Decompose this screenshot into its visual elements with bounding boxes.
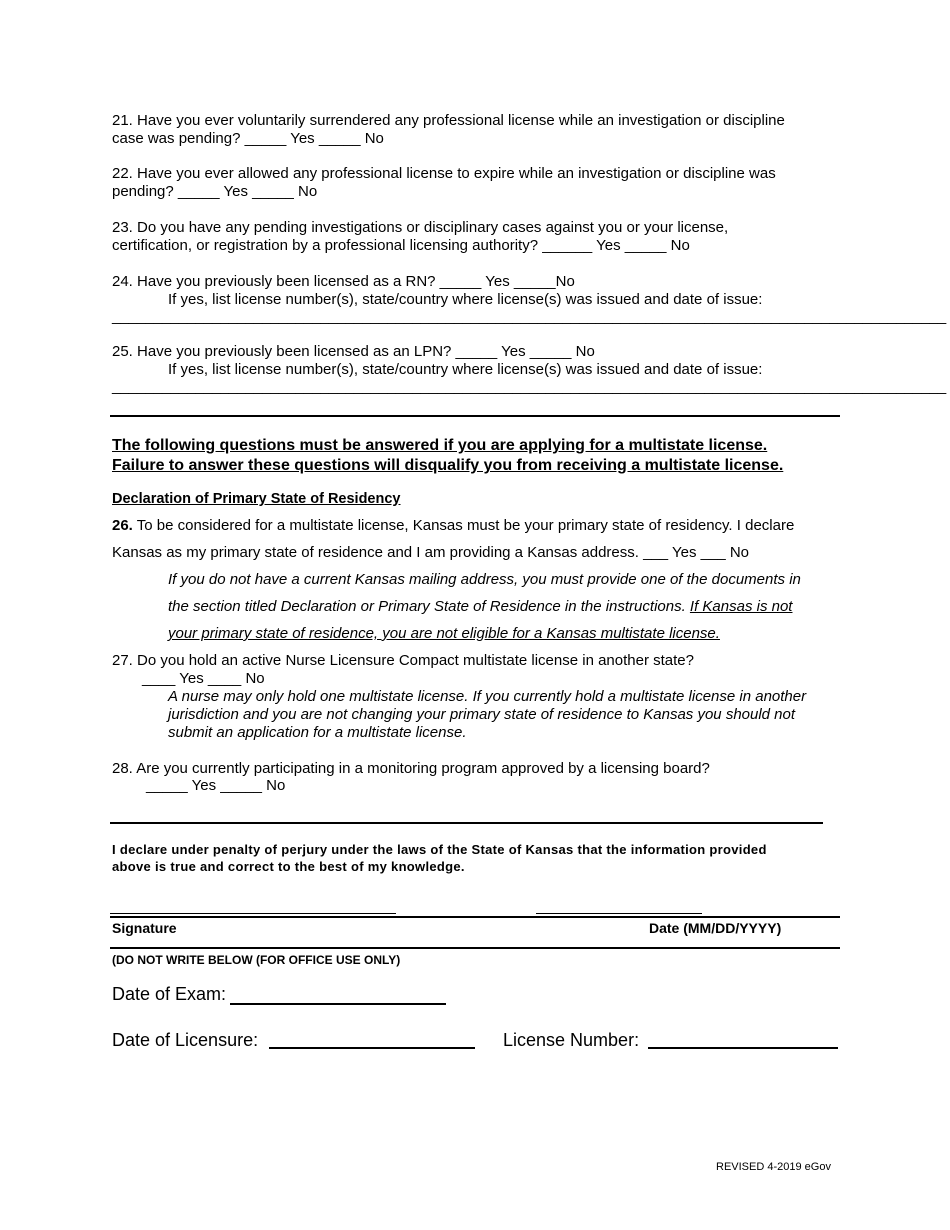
signature-label: Signature	[112, 920, 177, 936]
question-28-line1: 28. Are you currently participating in a monitoring program approved by a licensing board?	[112, 760, 710, 777]
question-24-line1: 24. Have you previously been licensed as a RN? _____ Yes _____No	[112, 273, 575, 290]
question-22	[112, 165, 776, 201]
question-25-answer-line[interactable]: ____________________________________________________________________________________________________	[112, 378, 947, 395]
license-number-label: License Number:	[503, 1030, 640, 1050]
multistate-heading-2: Failure to answer these questions will disqualify you from receiving a multistate license.	[112, 457, 784, 474]
question-26-line1	[112, 517, 794, 535]
signature-line[interactable]	[110, 913, 396, 914]
declaration-title: Declaration of Primary State of Residency	[112, 491, 401, 507]
question-27-note-2: jurisdiction and you are not changing your primary state of residence to Kansas you should not	[168, 706, 796, 723]
license-number-field[interactable]	[648, 1047, 838, 1049]
question-26-note-1: If you do not have a current Kansas mailing address, you must provide one of the documents in	[168, 571, 801, 588]
question-23-line2: certification, or registration by a professional licensing authority? ______ Yes _____ No	[112, 237, 690, 254]
question-26-line2: Kansas as my primary state of residence and I am providing a Kansas address. ___ Yes ___ No	[112, 544, 750, 561]
office-use-note: (DO NOT WRITE BELOW (FOR OFFICE USE ONLY)	[112, 953, 401, 967]
declaration-divider	[110, 822, 823, 824]
question-24-answer-line[interactable]: ____________________________________________________________________________________________________	[112, 308, 947, 325]
date-line[interactable]	[536, 913, 702, 914]
question-22-line2: pending? _____ Yes _____ No	[112, 183, 318, 200]
question-21-line2: case was pending? _____ Yes _____ No	[112, 130, 384, 147]
date-of-exam-label: Date of Exam:	[112, 984, 227, 1004]
question-21	[112, 112, 785, 148]
question-24	[112, 273, 762, 309]
section-divider	[110, 415, 840, 417]
question-26-text: To be considered for a multistate license, Kansas must be your primary state of residency. I declare	[136, 517, 795, 534]
date-of-licensure-field[interactable]	[269, 1047, 475, 1049]
question-27-note-1: A nurse may only hold one multistate license. If you currently hold a multistate license in another	[168, 688, 807, 705]
question-25-line2: If yes, list license number(s), state/country where license(s) was issued and date of issue:	[168, 361, 763, 378]
revision-footer: REVISED 4-2019 eGov	[716, 1161, 831, 1173]
signature-divider	[110, 916, 840, 918]
question-25	[112, 343, 762, 379]
question-28-line2: _____ Yes _____ No	[146, 777, 286, 794]
perjury-declaration-line1: I declare under penalty of perjury under the laws of the State of Kansas that the information provided	[112, 842, 767, 857]
date-label: Date (MM/DD/YYYY)	[649, 920, 782, 936]
perjury-declaration-line2: above is true and correct to the best of my knowledge.	[112, 859, 465, 874]
multistate-heading-1: The following questions must be answered if you are applying for a multistate license.	[112, 437, 768, 454]
question-26-note-2	[168, 598, 792, 616]
office-divider	[110, 947, 840, 949]
question-23	[112, 219, 728, 255]
question-27-note-3: submit an application for a multistate license.	[168, 724, 467, 741]
question-24-line2: If yes, list license number(s), state/country where license(s) was issued and date of issue:	[168, 291, 763, 308]
date-of-licensure-label: Date of Licensure:	[112, 1030, 259, 1050]
question-27-line1: 27. Do you hold an active Nurse Licensure Compact multistate license in another state?	[112, 652, 694, 669]
question-26-number: 26.	[112, 517, 133, 534]
question-26-note-2b: If Kansas is not	[689, 598, 793, 615]
question-25-line1: 25. Have you previously been licensed as an LPN? _____ Yes _____ No	[112, 343, 595, 360]
question-26-note-3: your primary state of residence, you are not eligible for a Kansas multistate license.	[168, 625, 720, 642]
question-23-line1: 23. Do you have any pending investigations or disciplinary cases against you or your license,	[112, 219, 729, 236]
date-of-exam-field[interactable]	[230, 1003, 446, 1005]
question-22-line1: 22. Have you ever allowed any professional license to expire while an investigation or discipline was	[112, 165, 776, 182]
question-26-note-2a: the section titled Declaration or Primary State of Residence in the instructions.	[168, 598, 690, 615]
question-21-line1: 21. Have you ever voluntarily surrendered any professional license while an investigation or discipline	[112, 112, 785, 129]
question-27-line2: ____ Yes ____ No	[142, 670, 265, 687]
